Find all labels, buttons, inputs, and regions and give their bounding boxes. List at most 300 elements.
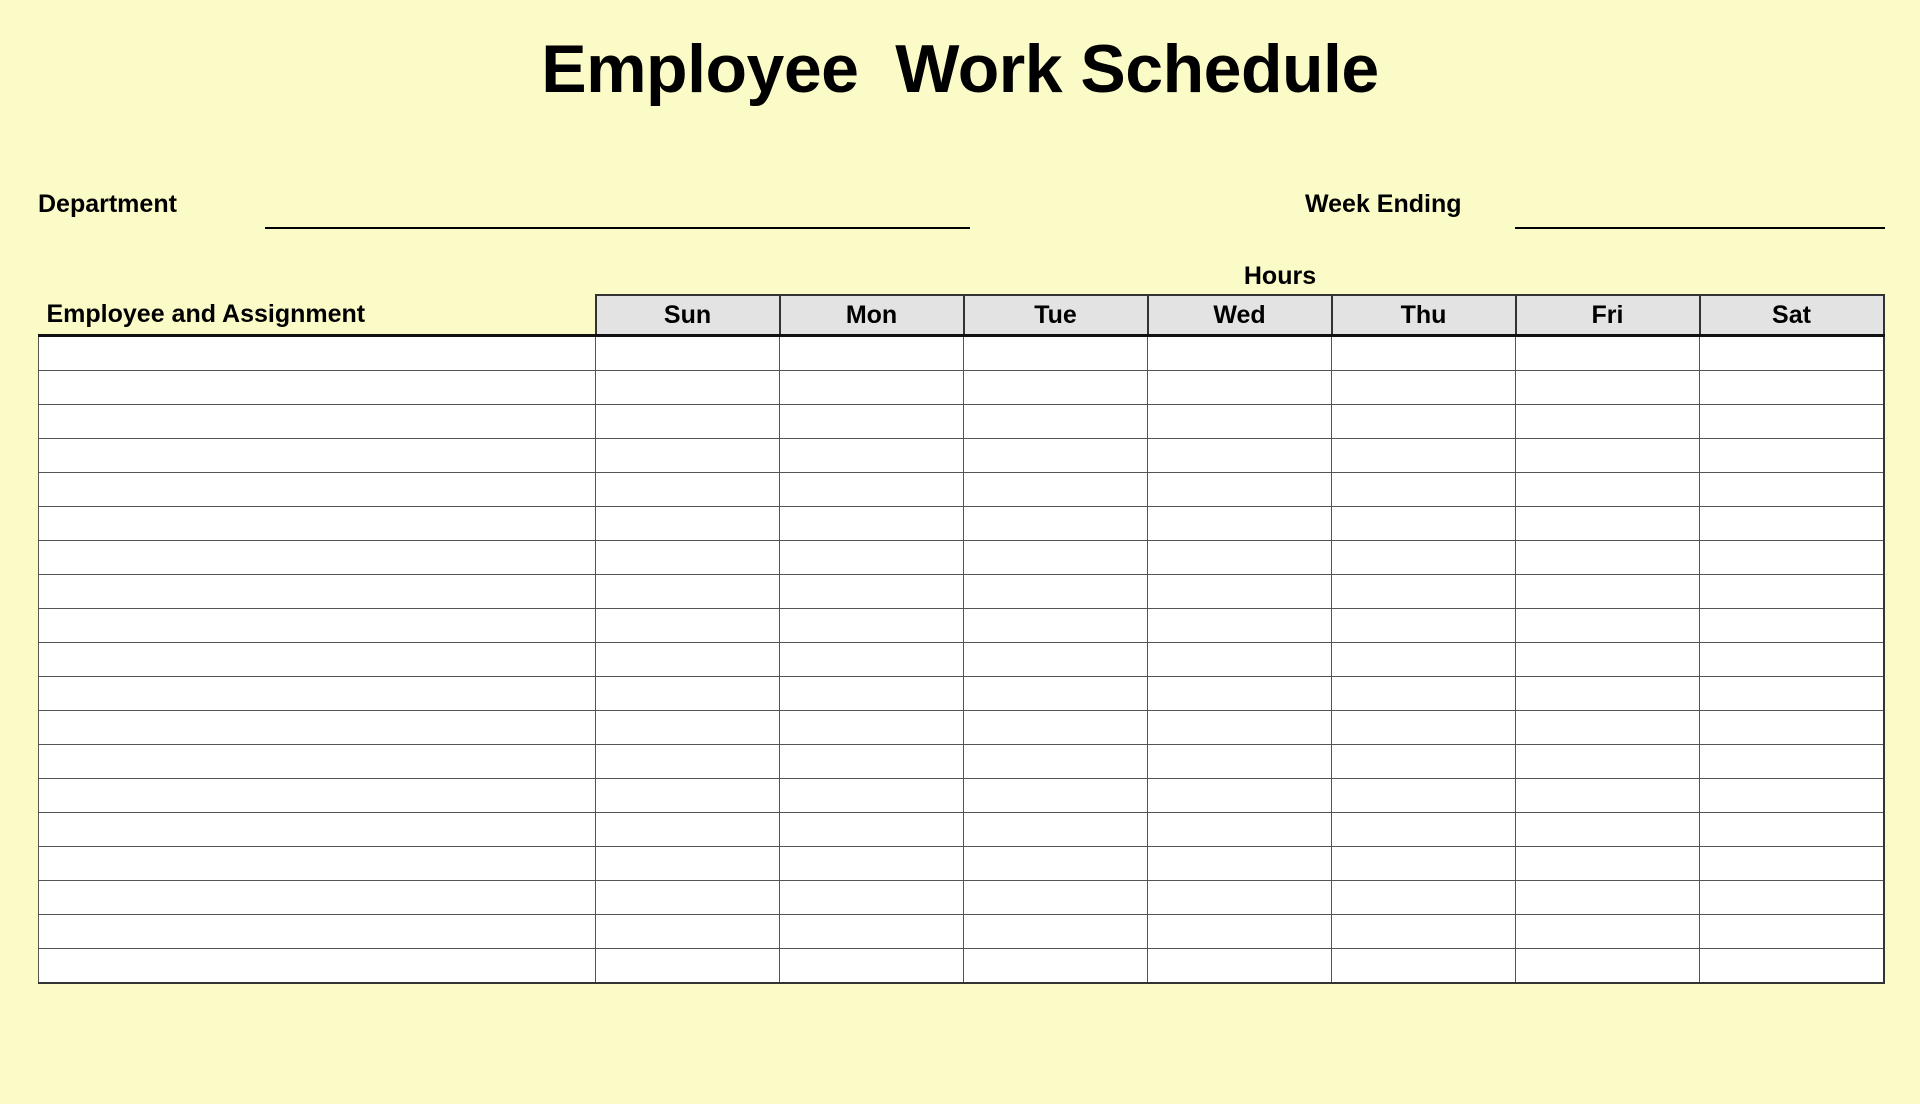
hours-input-sun[interactable] — [596, 881, 779, 914]
hours-cell-sun[interactable] — [596, 575, 780, 609]
hours-input-fri[interactable] — [1516, 371, 1699, 404]
hours-cell-sat[interactable] — [1700, 711, 1884, 745]
hours-input-fri[interactable] — [1516, 575, 1699, 608]
hours-input-fri[interactable] — [1516, 711, 1699, 744]
hours-cell-sun[interactable] — [596, 643, 780, 677]
hours-cell-wed[interactable] — [1148, 949, 1332, 984]
hours-input-tue[interactable] — [964, 337, 1147, 370]
assignment-cell[interactable] — [39, 711, 596, 745]
hours-cell-sun[interactable] — [596, 336, 780, 371]
hours-input-fri[interactable] — [1516, 813, 1699, 846]
hours-input-thu[interactable] — [1332, 609, 1515, 642]
hours-cell-mon[interactable] — [780, 609, 964, 643]
hours-input-thu[interactable] — [1332, 405, 1515, 438]
hours-input-sun[interactable] — [596, 813, 779, 846]
hours-cell-mon[interactable] — [780, 779, 964, 813]
hours-input-tue[interactable] — [964, 745, 1147, 778]
assignment-cell[interactable] — [39, 881, 596, 915]
hours-cell-wed[interactable] — [1148, 371, 1332, 405]
hours-cell-fri[interactable] — [1516, 711, 1700, 745]
hours-input-mon[interactable] — [780, 813, 963, 846]
hours-input-sun[interactable] — [596, 643, 779, 676]
hours-cell-mon[interactable] — [780, 405, 964, 439]
hours-input-sat[interactable] — [1700, 575, 1883, 608]
hours-input-fri[interactable] — [1516, 609, 1699, 642]
hours-cell-wed[interactable] — [1148, 881, 1332, 915]
assignment-input[interactable] — [39, 337, 595, 370]
hours-input-tue[interactable] — [964, 575, 1147, 608]
hours-input-thu[interactable] — [1332, 439, 1515, 472]
hours-cell-mon[interactable] — [780, 541, 964, 575]
hours-cell-fri[interactable] — [1516, 949, 1700, 984]
hours-cell-fri[interactable] — [1516, 881, 1700, 915]
hours-cell-wed[interactable] — [1148, 609, 1332, 643]
hours-cell-tue[interactable] — [964, 813, 1148, 847]
hours-cell-tue[interactable] — [964, 473, 1148, 507]
hours-cell-thu[interactable] — [1332, 813, 1516, 847]
hours-cell-fri[interactable] — [1516, 336, 1700, 371]
hours-input-tue[interactable] — [964, 677, 1147, 710]
hours-input-mon[interactable] — [780, 337, 963, 370]
hours-input-sun[interactable] — [596, 439, 779, 472]
hours-cell-tue[interactable] — [964, 643, 1148, 677]
hours-input-fri[interactable] — [1516, 949, 1699, 982]
hours-input-mon[interactable] — [780, 609, 963, 642]
hours-input-tue[interactable] — [964, 473, 1147, 506]
hours-input-mon[interactable] — [780, 507, 963, 540]
assignment-input[interactable] — [39, 881, 595, 914]
hours-input-wed[interactable] — [1148, 915, 1331, 948]
hours-cell-sat[interactable] — [1700, 643, 1884, 677]
hours-cell-sun[interactable] — [596, 813, 780, 847]
hours-input-tue[interactable] — [964, 813, 1147, 846]
hours-input-tue[interactable] — [964, 507, 1147, 540]
assignment-cell[interactable] — [39, 405, 596, 439]
hours-cell-sun[interactable] — [596, 915, 780, 949]
hours-input-tue[interactable] — [964, 881, 1147, 914]
hours-input-wed[interactable] — [1148, 677, 1331, 710]
assignment-input[interactable] — [39, 677, 595, 710]
hours-cell-thu[interactable] — [1332, 405, 1516, 439]
hours-cell-sun[interactable] — [596, 847, 780, 881]
hours-input-tue[interactable] — [964, 847, 1147, 880]
assignment-input[interactable] — [39, 541, 595, 574]
hours-cell-sat[interactable] — [1700, 813, 1884, 847]
assignment-input[interactable] — [39, 473, 595, 506]
assignment-cell[interactable] — [39, 575, 596, 609]
hours-input-fri[interactable] — [1516, 915, 1699, 948]
assignment-cell[interactable] — [39, 813, 596, 847]
hours-cell-sun[interactable] — [596, 881, 780, 915]
hours-cell-mon[interactable] — [780, 847, 964, 881]
hours-cell-sat[interactable] — [1700, 949, 1884, 984]
hours-cell-sat[interactable] — [1700, 575, 1884, 609]
hours-cell-sun[interactable] — [596, 405, 780, 439]
hours-cell-sat[interactable] — [1700, 336, 1884, 371]
hours-input-tue[interactable] — [964, 643, 1147, 676]
hours-input-thu[interactable] — [1332, 847, 1515, 880]
assignment-cell[interactable] — [39, 473, 596, 507]
hours-cell-tue[interactable] — [964, 915, 1148, 949]
assignment-input[interactable] — [39, 949, 595, 982]
hours-input-thu[interactable] — [1332, 541, 1515, 574]
hours-cell-wed[interactable] — [1148, 847, 1332, 881]
hours-cell-mon[interactable] — [780, 643, 964, 677]
hours-cell-mon[interactable] — [780, 473, 964, 507]
hours-input-sat[interactable] — [1700, 915, 1883, 948]
hours-cell-sun[interactable] — [596, 439, 780, 473]
hours-cell-wed[interactable] — [1148, 405, 1332, 439]
assignment-input[interactable] — [39, 507, 595, 540]
hours-input-mon[interactable] — [780, 643, 963, 676]
hours-input-mon[interactable] — [780, 711, 963, 744]
hours-input-tue[interactable] — [964, 779, 1147, 812]
assignment-input[interactable] — [39, 405, 595, 438]
hours-cell-sat[interactable] — [1700, 371, 1884, 405]
hours-input-sat[interactable] — [1700, 609, 1883, 642]
hours-input-thu[interactable] — [1332, 779, 1515, 812]
hours-input-sat[interactable] — [1700, 881, 1883, 914]
hours-input-mon[interactable] — [780, 949, 963, 982]
hours-cell-wed[interactable] — [1148, 745, 1332, 779]
hours-input-fri[interactable] — [1516, 643, 1699, 676]
assignment-cell[interactable] — [39, 371, 596, 405]
hours-cell-mon[interactable] — [780, 439, 964, 473]
assignment-cell[interactable] — [39, 847, 596, 881]
hours-cell-mon[interactable] — [780, 813, 964, 847]
hours-cell-fri[interactable] — [1516, 473, 1700, 507]
hours-input-sat[interactable] — [1700, 677, 1883, 710]
hours-cell-sat[interactable] — [1700, 677, 1884, 711]
hours-cell-mon[interactable] — [780, 915, 964, 949]
hours-cell-tue[interactable] — [964, 541, 1148, 575]
hours-input-thu[interactable] — [1332, 881, 1515, 914]
hours-cell-thu[interactable] — [1332, 371, 1516, 405]
hours-input-fri[interactable] — [1516, 779, 1699, 812]
hours-cell-thu[interactable] — [1332, 439, 1516, 473]
hours-input-wed[interactable] — [1148, 507, 1331, 540]
hours-input-wed[interactable] — [1148, 575, 1331, 608]
hours-input-sun[interactable] — [596, 847, 779, 880]
hours-cell-fri[interactable] — [1516, 609, 1700, 643]
hours-cell-thu[interactable] — [1332, 779, 1516, 813]
hours-cell-tue[interactable] — [964, 847, 1148, 881]
assignment-cell[interactable] — [39, 507, 596, 541]
hours-cell-tue[interactable] — [964, 609, 1148, 643]
hours-input-fri[interactable] — [1516, 745, 1699, 778]
assignment-cell[interactable] — [39, 745, 596, 779]
hours-input-mon[interactable] — [780, 439, 963, 472]
assignment-cell[interactable] — [39, 643, 596, 677]
assignment-input[interactable] — [39, 847, 595, 880]
hours-cell-mon[interactable] — [780, 507, 964, 541]
hours-input-wed[interactable] — [1148, 779, 1331, 812]
hours-cell-thu[interactable] — [1332, 473, 1516, 507]
hours-input-sat[interactable] — [1700, 473, 1883, 506]
hours-cell-fri[interactable] — [1516, 847, 1700, 881]
hours-cell-wed[interactable] — [1148, 575, 1332, 609]
hours-cell-sun[interactable] — [596, 609, 780, 643]
hours-input-mon[interactable] — [780, 371, 963, 404]
hours-cell-thu[interactable] — [1332, 745, 1516, 779]
hours-input-sun[interactable] — [596, 541, 779, 574]
hours-input-wed[interactable] — [1148, 371, 1331, 404]
hours-input-mon[interactable] — [780, 541, 963, 574]
hours-input-mon[interactable] — [780, 473, 963, 506]
hours-input-wed[interactable] — [1148, 541, 1331, 574]
hours-input-wed[interactable] — [1148, 711, 1331, 744]
hours-input-fri[interactable] — [1516, 847, 1699, 880]
hours-cell-thu[interactable] — [1332, 541, 1516, 575]
hours-cell-sat[interactable] — [1700, 507, 1884, 541]
hours-cell-wed[interactable] — [1148, 711, 1332, 745]
hours-cell-sat[interactable] — [1700, 779, 1884, 813]
assignment-input[interactable] — [39, 439, 595, 472]
hours-cell-fri[interactable] — [1516, 405, 1700, 439]
hours-cell-tue[interactable] — [964, 949, 1148, 984]
hours-input-wed[interactable] — [1148, 643, 1331, 676]
hours-input-thu[interactable] — [1332, 507, 1515, 540]
hours-input-sat[interactable] — [1700, 711, 1883, 744]
hours-cell-mon[interactable] — [780, 881, 964, 915]
hours-input-wed[interactable] — [1148, 405, 1331, 438]
hours-cell-fri[interactable] — [1516, 677, 1700, 711]
hours-cell-fri[interactable] — [1516, 439, 1700, 473]
assignment-cell[interactable] — [39, 779, 596, 813]
hours-cell-wed[interactable] — [1148, 643, 1332, 677]
hours-input-fri[interactable] — [1516, 473, 1699, 506]
hours-cell-sat[interactable] — [1700, 541, 1884, 575]
hours-cell-tue[interactable] — [964, 677, 1148, 711]
hours-input-sat[interactable] — [1700, 541, 1883, 574]
hours-input-sun[interactable] — [596, 949, 779, 982]
assignment-cell[interactable] — [39, 336, 596, 371]
hours-cell-thu[interactable] — [1332, 711, 1516, 745]
hours-cell-thu[interactable] — [1332, 609, 1516, 643]
hours-input-sun[interactable] — [596, 371, 779, 404]
hours-input-sun[interactable] — [596, 337, 779, 370]
assignment-input[interactable] — [39, 915, 595, 948]
hours-input-fri[interactable] — [1516, 677, 1699, 710]
hours-cell-tue[interactable] — [964, 575, 1148, 609]
hours-cell-sat[interactable] — [1700, 847, 1884, 881]
assignment-cell[interactable] — [39, 677, 596, 711]
hours-cell-fri[interactable] — [1516, 643, 1700, 677]
hours-input-wed[interactable] — [1148, 949, 1331, 982]
hours-cell-wed[interactable] — [1148, 779, 1332, 813]
hours-cell-fri[interactable] — [1516, 507, 1700, 541]
hours-cell-sun[interactable] — [596, 711, 780, 745]
hours-cell-thu[interactable] — [1332, 507, 1516, 541]
assignment-cell[interactable] — [39, 949, 596, 984]
hours-cell-tue[interactable] — [964, 405, 1148, 439]
hours-cell-tue[interactable] — [964, 881, 1148, 915]
hours-cell-tue[interactable] — [964, 779, 1148, 813]
hours-input-mon[interactable] — [780, 677, 963, 710]
hours-input-sun[interactable] — [596, 405, 779, 438]
hours-input-thu[interactable] — [1332, 643, 1515, 676]
hours-cell-thu[interactable] — [1332, 847, 1516, 881]
hours-input-thu[interactable] — [1332, 711, 1515, 744]
hours-input-fri[interactable] — [1516, 405, 1699, 438]
assignment-cell[interactable] — [39, 439, 596, 473]
hours-input-sat[interactable] — [1700, 813, 1883, 846]
assignment-input[interactable] — [39, 371, 595, 404]
hours-input-thu[interactable] — [1332, 813, 1515, 846]
assignment-cell[interactable] — [39, 541, 596, 575]
hours-input-tue[interactable] — [964, 609, 1147, 642]
hours-cell-tue[interactable] — [964, 711, 1148, 745]
hours-input-sun[interactable] — [596, 779, 779, 812]
hours-cell-wed[interactable] — [1148, 813, 1332, 847]
hours-input-sun[interactable] — [596, 507, 779, 540]
hours-cell-sun[interactable] — [596, 541, 780, 575]
hours-input-thu[interactable] — [1332, 745, 1515, 778]
assignment-input[interactable] — [39, 779, 595, 812]
hours-cell-wed[interactable] — [1148, 507, 1332, 541]
department-input[interactable] — [265, 192, 973, 226]
hours-cell-tue[interactable] — [964, 371, 1148, 405]
hours-cell-thu[interactable] — [1332, 575, 1516, 609]
hours-input-sun[interactable] — [596, 677, 779, 710]
hours-input-sat[interactable] — [1700, 337, 1883, 370]
hours-input-thu[interactable] — [1332, 337, 1515, 370]
hours-input-tue[interactable] — [964, 915, 1147, 948]
hours-input-sun[interactable] — [596, 915, 779, 948]
hours-cell-wed[interactable] — [1148, 473, 1332, 507]
hours-input-thu[interactable] — [1332, 371, 1515, 404]
hours-cell-wed[interactable] — [1148, 541, 1332, 575]
hours-input-sun[interactable] — [596, 609, 779, 642]
hours-input-fri[interactable] — [1516, 507, 1699, 540]
hours-input-sun[interactable] — [596, 745, 779, 778]
hours-cell-sun[interactable] — [596, 949, 780, 984]
hours-cell-thu[interactable] — [1332, 881, 1516, 915]
hours-input-mon[interactable] — [780, 915, 963, 948]
hours-input-tue[interactable] — [964, 405, 1147, 438]
assignment-input[interactable] — [39, 609, 595, 642]
hours-cell-fri[interactable] — [1516, 813, 1700, 847]
assignment-input[interactable] — [39, 813, 595, 846]
hours-input-thu[interactable] — [1332, 915, 1515, 948]
hours-cell-sat[interactable] — [1700, 881, 1884, 915]
hours-input-tue[interactable] — [964, 541, 1147, 574]
hours-cell-sun[interactable] — [596, 371, 780, 405]
hours-input-sun[interactable] — [596, 711, 779, 744]
hours-input-thu[interactable] — [1332, 575, 1515, 608]
hours-cell-thu[interactable] — [1332, 915, 1516, 949]
hours-cell-sun[interactable] — [596, 473, 780, 507]
hours-cell-mon[interactable] — [780, 575, 964, 609]
hours-input-thu[interactable] — [1332, 677, 1515, 710]
hours-cell-sat[interactable] — [1700, 609, 1884, 643]
hours-input-tue[interactable] — [964, 439, 1147, 472]
hours-cell-wed[interactable] — [1148, 439, 1332, 473]
hours-input-wed[interactable] — [1148, 745, 1331, 778]
assignment-input[interactable] — [39, 575, 595, 608]
hours-input-mon[interactable] — [780, 779, 963, 812]
hours-input-fri[interactable] — [1516, 337, 1699, 370]
hours-input-fri[interactable] — [1516, 439, 1699, 472]
hours-input-wed[interactable] — [1148, 813, 1331, 846]
hours-input-fri[interactable] — [1516, 541, 1699, 574]
hours-input-wed[interactable] — [1148, 439, 1331, 472]
hours-input-tue[interactable] — [964, 949, 1147, 982]
hours-input-sat[interactable] — [1700, 949, 1883, 982]
hours-cell-mon[interactable] — [780, 336, 964, 371]
hours-cell-sat[interactable] — [1700, 745, 1884, 779]
hours-cell-thu[interactable] — [1332, 643, 1516, 677]
assignment-input[interactable] — [39, 745, 595, 778]
hours-cell-sun[interactable] — [596, 745, 780, 779]
hours-cell-tue[interactable] — [964, 745, 1148, 779]
hours-cell-wed[interactable] — [1148, 915, 1332, 949]
hours-cell-sun[interactable] — [596, 779, 780, 813]
week-ending-input[interactable] — [1515, 192, 1888, 226]
hours-input-sat[interactable] — [1700, 779, 1883, 812]
hours-input-wed[interactable] — [1148, 609, 1331, 642]
hours-cell-wed[interactable] — [1148, 336, 1332, 371]
hours-cell-fri[interactable] — [1516, 779, 1700, 813]
hours-cell-fri[interactable] — [1516, 915, 1700, 949]
hours-input-sat[interactable] — [1700, 847, 1883, 880]
hours-input-wed[interactable] — [1148, 337, 1331, 370]
hours-input-tue[interactable] — [964, 371, 1147, 404]
hours-cell-sun[interactable] — [596, 507, 780, 541]
hours-cell-wed[interactable] — [1148, 677, 1332, 711]
hours-input-sat[interactable] — [1700, 745, 1883, 778]
hours-cell-thu[interactable] — [1332, 677, 1516, 711]
hours-input-mon[interactable] — [780, 575, 963, 608]
hours-cell-fri[interactable] — [1516, 575, 1700, 609]
hours-input-sat[interactable] — [1700, 643, 1883, 676]
assignment-cell[interactable] — [39, 609, 596, 643]
hours-cell-sun[interactable] — [596, 677, 780, 711]
hours-cell-sat[interactable] — [1700, 405, 1884, 439]
hours-input-fri[interactable] — [1516, 881, 1699, 914]
hours-input-sat[interactable] — [1700, 371, 1883, 404]
hours-input-sat[interactable] — [1700, 405, 1883, 438]
hours-input-sat[interactable] — [1700, 439, 1883, 472]
hours-input-wed[interactable] — [1148, 473, 1331, 506]
hours-input-tue[interactable] — [964, 711, 1147, 744]
hours-input-mon[interactable] — [780, 745, 963, 778]
hours-input-thu[interactable] — [1332, 949, 1515, 982]
hours-input-wed[interactable] — [1148, 881, 1331, 914]
hours-cell-fri[interactable] — [1516, 541, 1700, 575]
hours-cell-thu[interactable] — [1332, 336, 1516, 371]
hours-cell-sat[interactable] — [1700, 473, 1884, 507]
hours-cell-mon[interactable] — [780, 949, 964, 984]
assignment-input[interactable] — [39, 643, 595, 676]
hours-cell-tue[interactable] — [964, 439, 1148, 473]
assignment-input[interactable] — [39, 711, 595, 744]
hours-input-thu[interactable] — [1332, 473, 1515, 506]
hours-cell-mon[interactable] — [780, 745, 964, 779]
hours-input-mon[interactable] — [780, 847, 963, 880]
hours-cell-thu[interactable] — [1332, 949, 1516, 984]
hours-input-mon[interactable] — [780, 881, 963, 914]
hours-cell-tue[interactable] — [964, 336, 1148, 371]
hours-cell-sat[interactable] — [1700, 915, 1884, 949]
hours-cell-mon[interactable] — [780, 711, 964, 745]
hours-cell-fri[interactable] — [1516, 371, 1700, 405]
hours-cell-tue[interactable] — [964, 507, 1148, 541]
hours-input-mon[interactable] — [780, 405, 963, 438]
hours-input-sat[interactable] — [1700, 507, 1883, 540]
hours-input-sun[interactable] — [596, 473, 779, 506]
assignment-cell[interactable] — [39, 915, 596, 949]
